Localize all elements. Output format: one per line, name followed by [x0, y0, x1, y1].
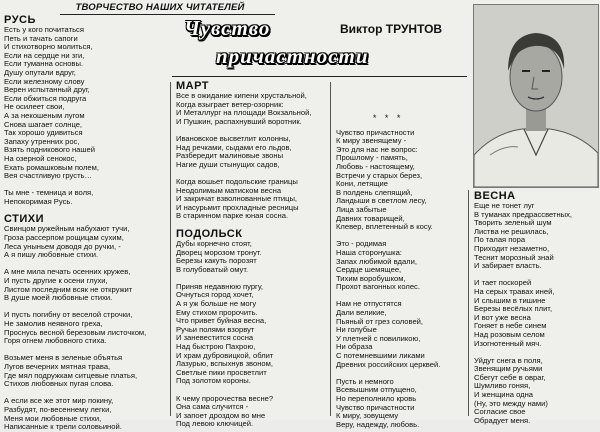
author-underline	[172, 76, 467, 77]
poem-line: В старинном парке юная сосна.	[176, 211, 289, 221]
poem-line: Чувство причастности	[336, 402, 415, 412]
poem-line: Любовь - настоящему,	[336, 161, 415, 171]
rubric-heading: ТВОРЧЕСТВО НАШИХ ЧИТАТЕЛЕЙ	[75, 2, 245, 13]
poem-line: Стихов любовных пугая слова.	[4, 379, 114, 389]
poem-line: Светлые пики просветлит	[176, 367, 267, 377]
poem-line: Разбередит малиновые звоны	[176, 151, 284, 161]
poem-line: Согласие свое	[474, 407, 526, 417]
poem-line: Древних российских церквей.	[336, 359, 441, 369]
poem-heading-stikhi: СТИХИ	[4, 213, 45, 226]
poem-line: Когда вошьет подольские границы	[176, 176, 298, 186]
poem-line: Разбудят, по-весеннему легки,	[4, 404, 112, 414]
poem-line: Гоняет в небе синем	[474, 321, 547, 331]
poem-line: По талая пора	[474, 235, 526, 245]
poem-line: Обрадует меня.	[474, 415, 531, 425]
poem-line: А я пишу любовные стихи.	[4, 250, 99, 260]
poem-line: И тает поскорей	[474, 278, 532, 288]
poem-line: К миру звенящему -	[336, 136, 407, 146]
poem-line: Она сама случится -	[176, 402, 249, 412]
poem-line: Леса уныньем доводя до ручки, -	[4, 241, 121, 251]
poem-line: И запоет дроздом во мне	[176, 410, 266, 420]
poem-line: Творить зеленый шум	[474, 218, 552, 228]
poem-line: К миру, зовущему	[336, 411, 399, 421]
poem-line: Запаху утренних рос,	[4, 136, 80, 146]
poem-line: И храм дубровицкой, облит	[176, 350, 274, 360]
poem-line: В голубоватый омут.	[176, 264, 249, 274]
poem-line: Сбегут себе в овраг,	[474, 372, 546, 382]
poem-line: Нам не отпустятся	[336, 299, 402, 309]
poem-line: Непокоримая Русь.	[4, 196, 73, 206]
poem-line: Меня мои любовные стихи,	[4, 413, 102, 423]
poem-line: А за некошеным лугом	[4, 110, 85, 120]
column-divider-1	[170, 82, 171, 416]
poem-line: Над речками, сыдами его льдов,	[176, 142, 292, 152]
poem-line: Лугов вечерних мятная трава,	[4, 361, 111, 371]
poem-line: Давних товарищей,	[336, 213, 405, 223]
poem-heading-rus: РУСЬ	[4, 14, 36, 26]
poem-rus-body	[4, 26, 146, 206]
poem-line: Березы какуть порозят	[176, 256, 257, 266]
poem-line: Нагие души стынущих садов,	[176, 159, 280, 169]
poem-line: И пусть погибну от веселой строчки,	[4, 310, 133, 320]
poem-line: На озерной сенокос,	[4, 153, 77, 163]
poem-line: Теснит морозный знай	[474, 252, 554, 262]
poem-line: Листом последним всяк не откружит	[4, 284, 133, 294]
poem-line: Листва не решилась,	[474, 226, 549, 236]
poem-line: На серых травах иней,	[474, 286, 555, 296]
poem-line: Ехать ромашковым полем,	[4, 162, 99, 172]
poem-stikhi-body	[4, 225, 146, 431]
poem-line: Проснусь весной березовым листочком,	[4, 327, 147, 337]
poem-line: И пусть другие к осени глухи,	[4, 276, 108, 286]
poem-line: А мне мила печать осенних кружев,	[4, 267, 131, 277]
poem-line: Снова шагает солнце,	[4, 119, 83, 129]
column-4	[474, 190, 572, 425]
poem-line: И вот уже весна	[474, 312, 531, 322]
poem-line: Над розовым селом	[474, 329, 545, 339]
poem-line: И слышим в тишине	[474, 295, 546, 305]
poem-mart-body	[176, 92, 311, 221]
poem-line: Наша сторонушка:	[336, 247, 402, 257]
poem-line: Ты мне - темница и воля,	[4, 188, 94, 198]
poem-line: Приняв недавнюю пургу,	[176, 281, 263, 291]
poem-line: И закричат взволнованные птицы,	[176, 194, 298, 204]
poem-line: И насурьмит прохладные ресницы	[176, 202, 299, 212]
poem-line: Сердце шемящее,	[336, 265, 402, 275]
poem-line: Всевышним отпущено,	[336, 385, 417, 395]
poem-line: И забирает власть.	[474, 261, 542, 271]
poem-line: Пусть и немного	[336, 376, 394, 386]
poem-line: Когда взыграет ветер-озорник:	[176, 99, 284, 109]
column-3	[336, 112, 440, 429]
page-title	[172, 14, 369, 76]
poem-line: (Ну, это между нами)	[474, 398, 548, 408]
poem-line: Запах любимой вдали,	[336, 256, 417, 266]
poem-line: Гроза рассерпом рощицам сухим,	[4, 233, 124, 243]
poem-line: Кони, летящие	[336, 179, 389, 189]
poem-line: Все в ожидание кипени хрустальной,	[176, 91, 307, 100]
poem-line: Так хорошо удивиться	[4, 128, 83, 138]
poem-line: Пьяный от грез соловей,	[336, 316, 424, 326]
poem-podolsk-body	[176, 240, 311, 429]
poem-line: Но переполнило кровь	[336, 394, 417, 403]
poem-line: Прошлому - память,	[336, 153, 408, 163]
poem-line: А если все же этот мир покину,	[4, 396, 114, 406]
poem-line: Это для нас не вопрос:	[336, 144, 418, 154]
column-2	[176, 80, 311, 429]
poem-line: Дали великие,	[336, 308, 387, 318]
poem-line: В полдень слепящий,	[336, 187, 413, 197]
poem-line: Шумливо гоняя,	[474, 381, 531, 391]
poem-line: Лица забытые	[336, 204, 387, 214]
poem-line: Чувство причастности	[336, 127, 415, 137]
poem-line: К чему пророчества весне?	[176, 393, 274, 403]
poem-line: Ему стихом пророчить.	[176, 307, 258, 317]
poem-line: И заневестится сосна	[176, 333, 254, 343]
poem-line: Не замолив неявного греха,	[4, 319, 103, 328]
poem-line: Встречи у старых берез,	[336, 170, 423, 180]
poem-line: Под левою ключицей.	[176, 419, 254, 429]
poem-line: Где мял подружкам ситцевые платья,	[4, 370, 138, 380]
column-divider-2	[330, 82, 331, 416]
author-photo	[473, 4, 599, 188]
section-stars: * * *	[372, 113, 404, 123]
poem-line: А я уж больше не могу	[176, 299, 257, 309]
poem-line: Горя огнем любовного стиха.	[4, 336, 107, 346]
poem-line: Неодолимым матиском весна	[176, 185, 282, 195]
poem-line: Прохот вагонных колес.	[336, 282, 420, 292]
poem-prichastnost-body	[336, 129, 440, 430]
poem-line: Изогнотенный мяч.	[474, 338, 542, 348]
poem-line: Что привет буйная весна,	[176, 316, 267, 326]
poem-line: Петь и тачать сапоги	[4, 33, 78, 43]
poem-line: Над быстрою Пахрою,	[176, 342, 256, 352]
poem-line: Если туманна основы.	[4, 59, 84, 69]
title-line-1: Чувство	[184, 16, 271, 40]
author-name: Виктор ТРУНТОВ	[340, 22, 443, 36]
poem-line: Дворец морозом тронут.	[176, 247, 262, 257]
poem-line: Дубы корнечно стоят,	[176, 238, 252, 248]
poem-line: И стихотворно молиться,	[4, 42, 93, 52]
poem-line: Под золотом короны.	[176, 376, 251, 386]
poem-line: Свинцом ружейным набухают тучи,	[4, 224, 130, 234]
poem-line: И Металлург на площади Вокзальной,	[176, 108, 312, 118]
poem-line: В туманах предрассветных,	[474, 209, 573, 219]
poem-vesna-body	[474, 202, 572, 425]
poem-line: Ни голубые	[336, 325, 377, 335]
poem-line: Душу опутали вдруг,	[4, 67, 76, 77]
poem-line: Клевер, вплетенный в косу.	[336, 222, 433, 232]
poem-line: С потемневшими ликами	[336, 351, 425, 361]
column-1	[4, 14, 146, 432]
poem-line: Ландыши в светлом лесу,	[336, 196, 427, 206]
poem-line: Возьмет меня в зеленые объятья	[4, 353, 123, 363]
poem-line: В душе моей любовные стихи.	[4, 293, 113, 303]
poem-line: Ивановское высветлит колонны,	[176, 133, 291, 143]
poem-line: Написанные к трели соловьиной.	[4, 422, 122, 432]
poem-line: Взять подникового нашей	[4, 145, 95, 155]
column-divider-3	[468, 190, 469, 416]
poem-heading-mart: МАРТ	[176, 80, 210, 92]
poem-line: Есть у кого почитаться	[4, 25, 84, 34]
poem-line: И Пушкин, распахнувший воротник.	[176, 116, 302, 126]
poem-line: Ручьи полями взорвут	[176, 324, 255, 334]
poem-line: Уйдут снега в поля,	[474, 355, 543, 365]
poem-line: Веру, надежду, любовь.	[336, 419, 420, 429]
author-portrait-image	[474, 5, 598, 187]
poem-line: Звенящим ручьями	[474, 364, 543, 374]
poem-line: Ни образа	[336, 342, 373, 352]
poem-line: Если обжиться подруга	[4, 93, 87, 103]
poem-line: И женщина одна	[474, 390, 533, 400]
poem-line: У плетней с повиликою,	[336, 333, 421, 343]
title-line-2: причастности	[216, 44, 369, 68]
poem-line: Вея счастливую грусть…	[4, 171, 93, 181]
poem-line: Березы весёлых плит,	[474, 304, 553, 314]
poem-line: Если на сердце ни зги,	[4, 50, 85, 60]
poem-heading-vesna: ВЕСНА	[474, 190, 516, 202]
poem-line: Это - родимая	[336, 239, 387, 249]
poem-line: Тихим воробушком,	[336, 273, 406, 283]
poem-heading-podolsk: ПОДОЛЬСК	[176, 227, 243, 240]
poem-line: Не осилеет свои,	[4, 102, 65, 112]
poem-line: Очнуться город хочет,	[176, 290, 254, 300]
poem-line: Верен испытанный друг,	[4, 85, 90, 95]
poem-line: Приходит незаметно,	[474, 243, 550, 253]
poem-line: Лазурью, вспыхнув звоном,	[176, 359, 273, 369]
poem-line: Если железному слову	[4, 76, 85, 86]
poem-line: Еще не тонет луг	[474, 201, 535, 210]
